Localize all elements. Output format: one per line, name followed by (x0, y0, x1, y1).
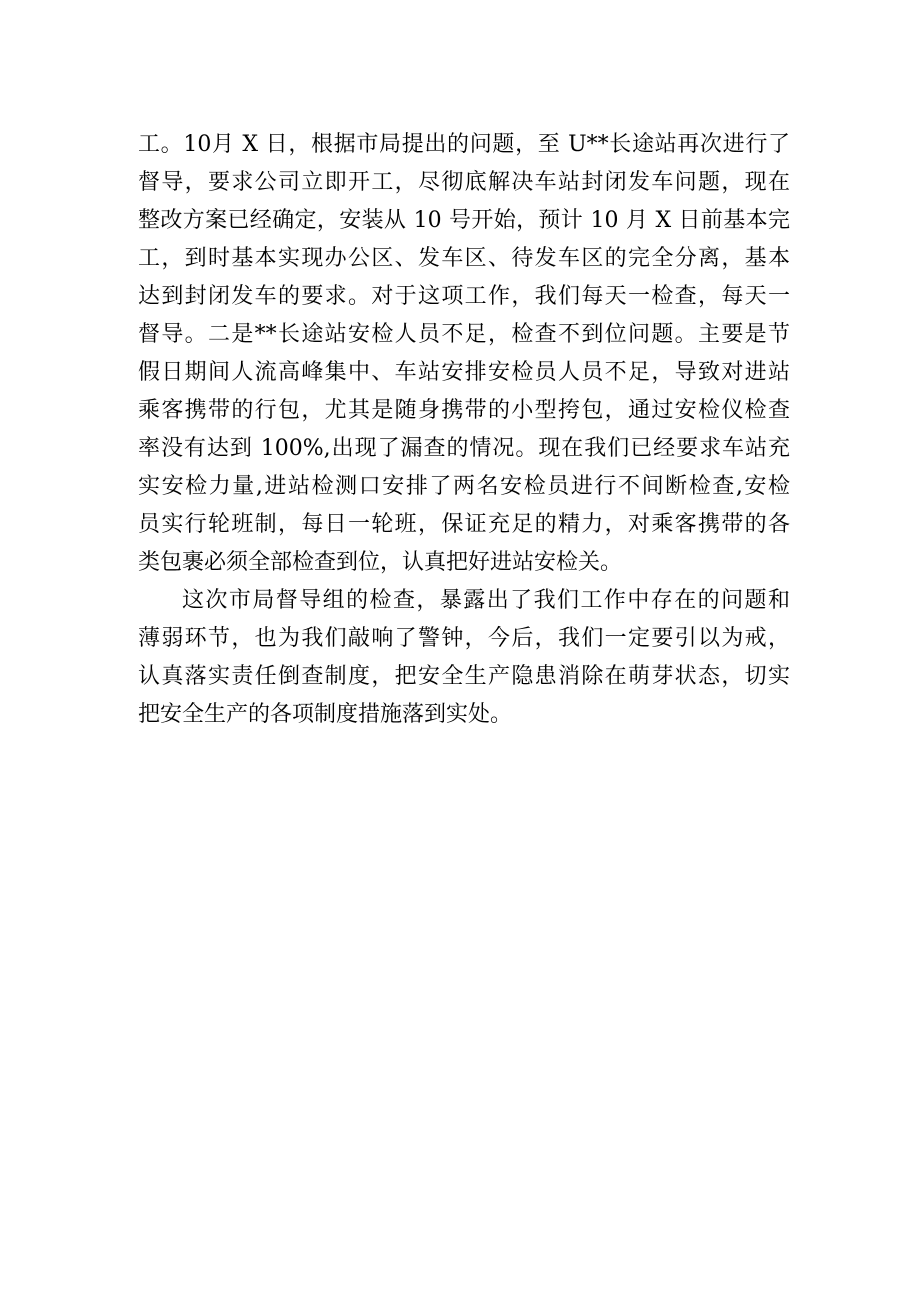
text-line: 整改方案已经确定，安装从 10 号开始，预计 10 月 X 日前基本完 (138, 208, 790, 233)
text-line: 督导，要求公司立即开工，尽彻底解决车站封闭发车问题，现在 (138, 170, 790, 195)
text-line: 乘客携带的行包，尤其是随身携带的小型挎包，通过安检仪检查 (138, 398, 790, 423)
text-line: 把安全生产的各项制度措施落到实处。 (138, 702, 513, 727)
paragraph (138, 126, 790, 582)
document-body (138, 126, 790, 734)
text-line: 工，到时基本实现办公区、发车区、待发车区的完全分离，基本 (138, 246, 790, 271)
text-line: 工。10月 X 日，根据市局提出的问题，至 U**长途站再次进行了 (138, 132, 790, 157)
text-line: 员实行轮班制，每日一轮班，保证充足的精力，对乘客携带的各 (138, 512, 790, 537)
text-line: 达到封闭发车的要求。对于这项工作，我们每天一检查，每天一 (138, 284, 790, 309)
text-line: 假日期间人流高峰集中、车站安排安检员人员不足，导致对进站 (138, 360, 790, 385)
text-line: 类包裹必须全部检查到位，认真把好进站安检关。 (138, 550, 623, 575)
text-line: 认真落实责任倒查制度，把安全生产隐患消除在萌芽状态，切实 (138, 664, 790, 689)
text-line: 率没有达到 100%,出现了漏查的情况。现在我们已经要求车站充 (138, 436, 790, 461)
text-line: 实安检力量,进站检测口安排了两名安检员进行不间断检查,安检 (138, 474, 790, 499)
text-line: 这次市局督导组的检查，暴露出了我们工作中存在的问题和 (182, 588, 790, 613)
paragraph (138, 582, 790, 734)
text-line: 督导。二是**长途站安检人员不足，检查不到位问题。主要是节 (138, 322, 790, 347)
text-line: 薄弱环节，也为我们敲响了警钟，今后，我们一定要引以为戒， (138, 626, 790, 651)
